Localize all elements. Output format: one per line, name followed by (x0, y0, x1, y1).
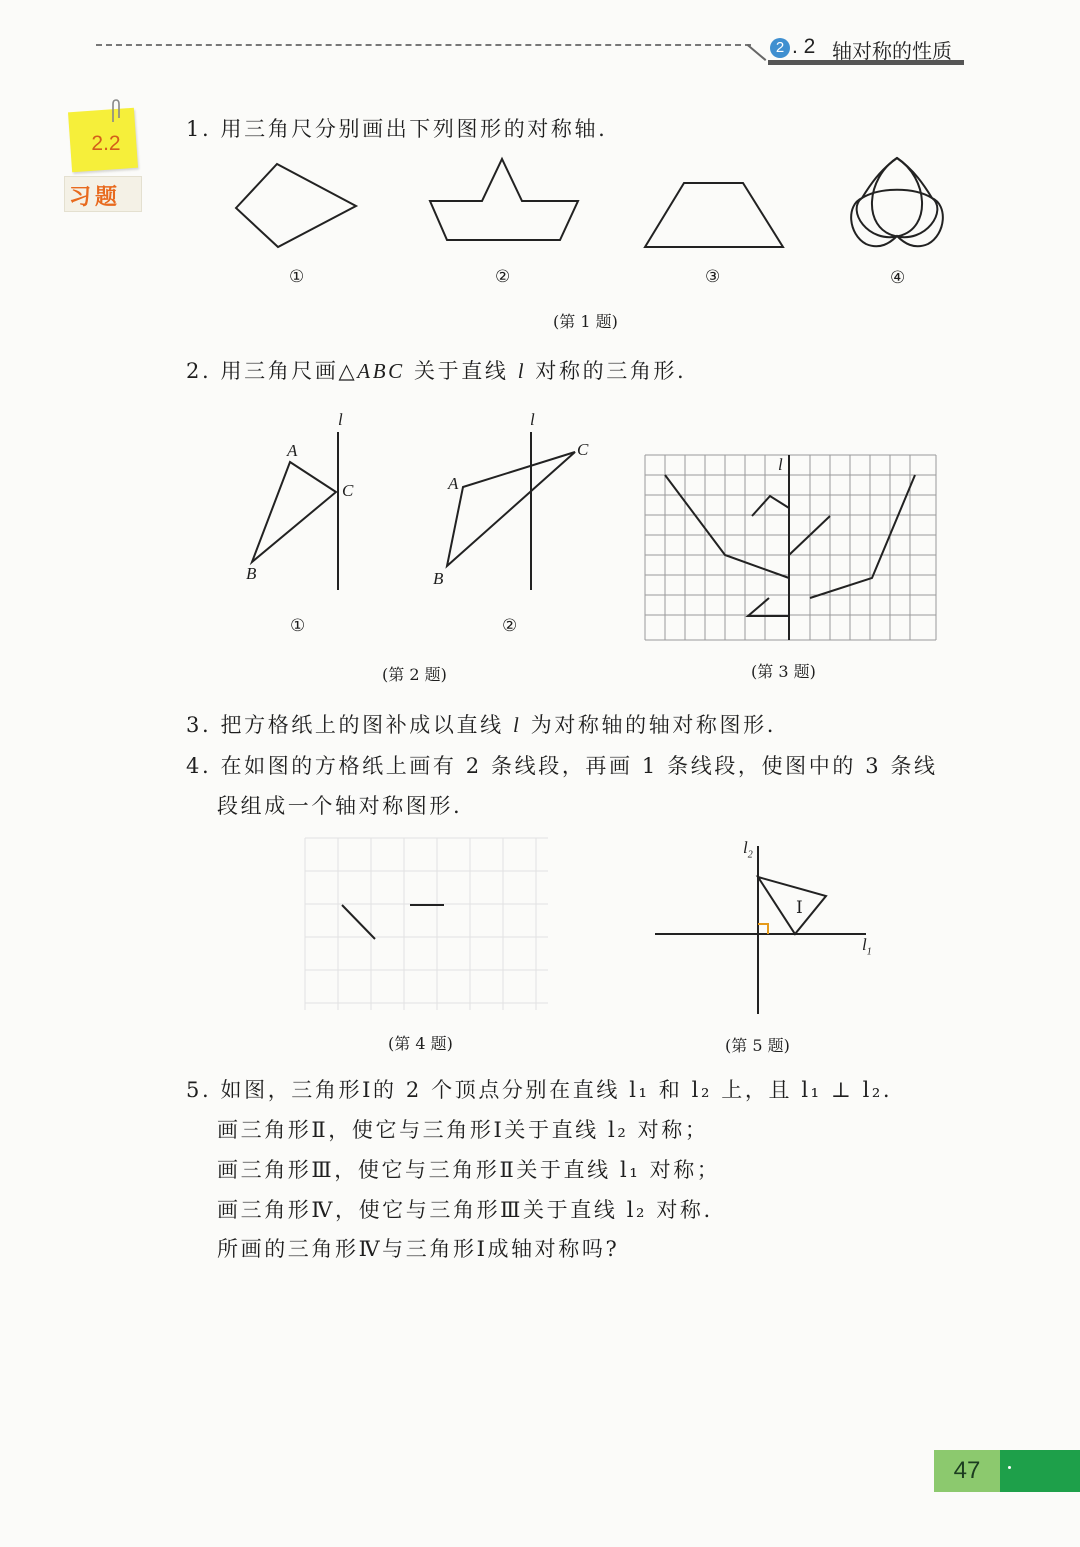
q2-fig2-label-l: l (530, 410, 535, 429)
exercise-label: 习题 (69, 185, 122, 210)
q5-l2-subscript: 2 (747, 849, 753, 861)
q3-axis-label: l (778, 455, 783, 474)
q3-prefix: 3. 把方格纸上的图补成以直线 (186, 713, 504, 737)
q2-fig2-label-A: A (448, 474, 459, 493)
q2-fig1-label-l: l (338, 410, 343, 429)
question-4-line-1: 4. 在如图的方格纸上画有 2 条线段，再画 1 条线段，使图中的 3 条线 (186, 754, 938, 778)
q1-label-2: ② (495, 267, 511, 287)
question-4-line-2: 段组成一个轴对称图形. (217, 794, 463, 818)
q1-caption: (第 1 题) (553, 312, 618, 331)
question-5-line-3: 画三角形Ⅲ，使它与三角形Ⅱ关于直线 l₁ 对称； (217, 1158, 721, 1182)
q1-label-4: ④ (890, 268, 906, 288)
question-5-line-1: 5. 如图，三角形Ⅰ的 2 个顶点分别在直线 l₁ 和 l₂ 上，且 l₁ ⊥ l₂. (186, 1078, 893, 1102)
q1-label-3: ③ (705, 267, 721, 287)
page-number-dot (1008, 1466, 1011, 1469)
section-number: . 2 (792, 35, 816, 58)
page-number: 47 (953, 1457, 981, 1484)
q5-l2-letter: l (743, 838, 748, 857)
q2-fig1-label-B: B (246, 564, 257, 583)
q5-right-angle-mark (758, 924, 768, 934)
q3-line-name: l (513, 713, 522, 737)
q5-l1-letter: l (862, 935, 867, 954)
q2-fig2-number: ② (502, 616, 518, 636)
q2-line-name: l (517, 359, 527, 383)
question-5-line-4: 画三角形Ⅳ，使它与三角形Ⅲ关于直线 l₂ 对称. (217, 1198, 713, 1222)
q2-triangle-name: ABC (357, 359, 405, 383)
q2-middle: 关于直线 (414, 359, 509, 383)
q5-l1-label (862, 935, 872, 957)
q5-l1-subscript: 1 (866, 946, 872, 958)
q5-caption: (第 5 题) (725, 1036, 790, 1055)
q5-triangle-label: I (796, 898, 803, 918)
question-5-line-5: 所画的三角形Ⅳ与三角形Ⅰ成轴对称吗? (217, 1237, 620, 1261)
chapter-number-badge: 2 (770, 38, 790, 58)
q2-fig1-label-C: C (342, 481, 354, 500)
q3-suffix: 为对称轴的轴对称图形. (530, 713, 776, 737)
q2-fig1-number: ① (290, 616, 306, 636)
question-5-line-2: 画三角形Ⅱ，使它与三角形Ⅰ关于直线 l₂ 对称； (217, 1118, 709, 1142)
q2-caption: (第 2 题) (382, 665, 447, 684)
exercise-number: 2.2 (91, 132, 121, 155)
q2-fig2-label-C: C (577, 440, 589, 459)
section-title: 轴对称的性质 (832, 39, 952, 63)
q1-label-1: ① (289, 267, 305, 287)
q2-prefix: 2. 用三角尺画△ (186, 359, 358, 383)
q2-fig1-label-A: A (287, 441, 298, 460)
q4-caption: (第 4 题) (388, 1034, 453, 1053)
q5-l2-label (743, 838, 753, 860)
q2-fig2-label-B: B (433, 569, 444, 588)
q3-caption: (第 3 题) (751, 662, 816, 681)
q2-suffix: 对称的三角形. (535, 359, 687, 383)
question-1: 1. 用三角尺分别画出下列图形的对称轴. (186, 117, 608, 141)
